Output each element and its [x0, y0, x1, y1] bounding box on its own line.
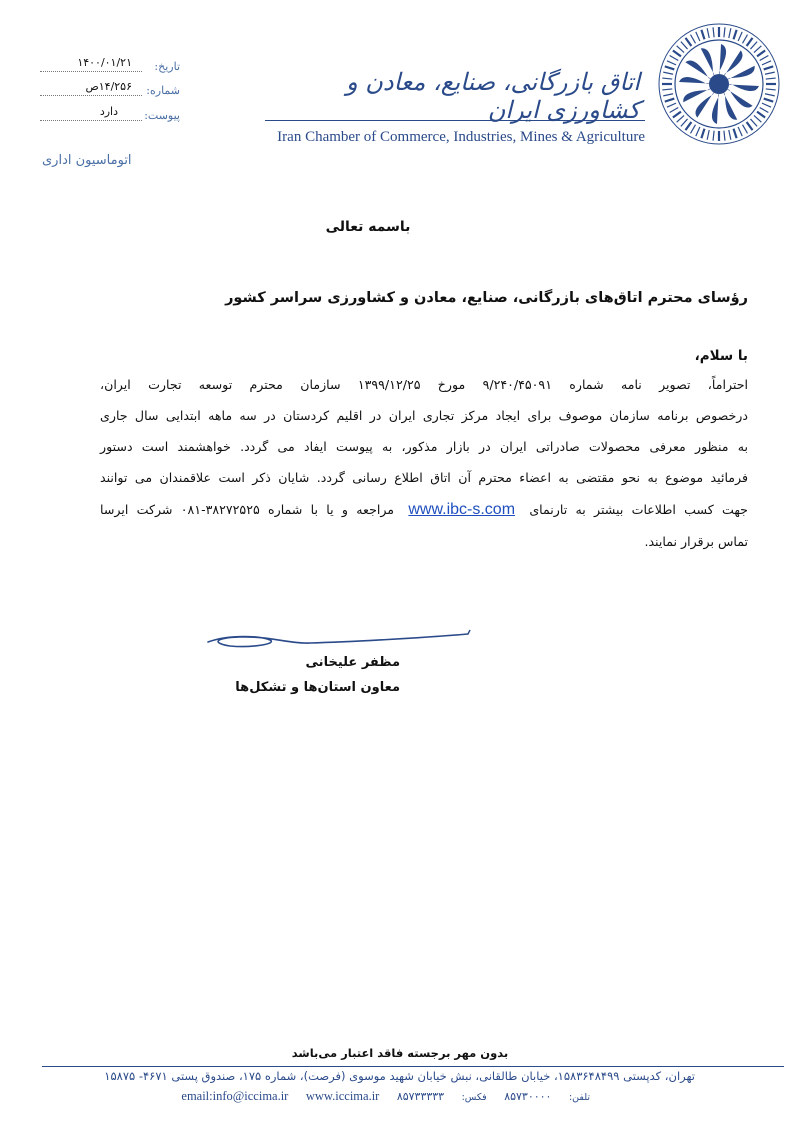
number-dotted-line	[40, 95, 142, 96]
footer-website[interactable]: www.iccima.ir	[305, 1089, 380, 1103]
footer-contact	[170, 1089, 590, 1104]
attachment-label: پیوست:	[144, 109, 180, 122]
signer-name: مظفر علیخانی	[305, 655, 400, 670]
body-line-4: فرمائید موضوع به نحو مقتضی به اعضاء محترم آن اتاق اطلاع رسانی گردد. شایان ذکر است علاقمندان می توانند	[100, 470, 748, 485]
org-name-english: Iran Chamber of Commerce, Industries, Mines & Agriculture	[277, 129, 645, 145]
recipient-line: رؤسای محترم اتاق‌های بازرگانی، صنایع، معادن و کشاورزی سراسر کشور	[225, 290, 748, 306]
body-line-1: احتراماً، تصویر نامه شماره ۹/۲۴۰/۴۵۰۹۱ مورخ ۱۳۹۹/۱۲/۲۵ سازمان محترم توسعه تجارت ایران،	[100, 377, 748, 392]
footer-validity-note: بدون مهر برجسته فاقد اعتبار می‌باشد	[291, 1046, 509, 1060]
body-line-2: درخصوص برنامه سازمان موصوف برای ایجاد مرکز تجاری ایران در اقلیم کردستان در سه ماهه ابتدایی سال جاری	[100, 408, 748, 423]
date-value: ۱۴۰۰/۰۱/۲۱	[77, 56, 132, 69]
handwritten-signature	[200, 628, 475, 658]
date-dotted-line	[40, 71, 142, 72]
signer-title: معاون استان‌ها و تشکل‌ها	[235, 680, 400, 695]
footer-email[interactable]: email:info@iccima.ir	[181, 1089, 289, 1103]
greeting: با سلام،	[694, 348, 748, 364]
website-link[interactable]: www.ibc-s.com	[408, 501, 516, 518]
number-value: ۱۴/۲۵۶ص	[85, 80, 132, 93]
attachment-value: دارد	[99, 105, 118, 118]
fax-value: ۸۵۷۳۳۳۳۳	[396, 1090, 445, 1103]
footer-divider	[42, 1066, 784, 1067]
department-label: اتوماسیون اداری	[42, 153, 132, 168]
phone-label: تلفن:	[568, 1092, 590, 1103]
header-divider	[265, 120, 645, 121]
fax-label: فکس:	[461, 1092, 487, 1103]
footer-address: تهران، کدپستی ۱۵۸۳۶۴۸۴۹۹، خیابان طالقانی، نبش خیابان شهید موسوی (فرصت)، شماره ۱۷۵، صندوق پستی ۴۶۷۱- ۱۵۸۷۵	[104, 1069, 695, 1083]
attachment-row	[40, 105, 180, 127]
body-line-6: تماس برقرار نمایند.	[644, 534, 748, 549]
chamber-logo-icon	[655, 20, 783, 148]
number-row	[40, 80, 180, 102]
phone-value: ۸۵۷۳۰۰۰۰	[504, 1090, 552, 1103]
date-row	[40, 56, 180, 78]
date-label: تاریخ:	[154, 60, 180, 73]
basmala-heading: باسمه تعالی	[325, 219, 411, 235]
number-label: شماره:	[146, 84, 180, 97]
body-line-5-start: جهت کسب اطلاعات بیشتر به تارنمای	[529, 502, 748, 517]
body-line-5-end: مراجعه و یا با شماره ۳۸۲۷۲۵۲۵-۰۸۱ شرکت ایرسا	[100, 502, 395, 517]
attachment-dotted-line	[40, 120, 142, 121]
body-line-5	[100, 500, 748, 520]
org-name-persian: اتاق بازرگانی، صنایع، معادن و کشاورزی ایران	[346, 68, 640, 124]
body-line-3: به منظور معرفی محصولات صادراتی ایران در بازار مذکور، به پیوست ایفاد می گردد. خواهشمند است دستور	[100, 439, 748, 454]
